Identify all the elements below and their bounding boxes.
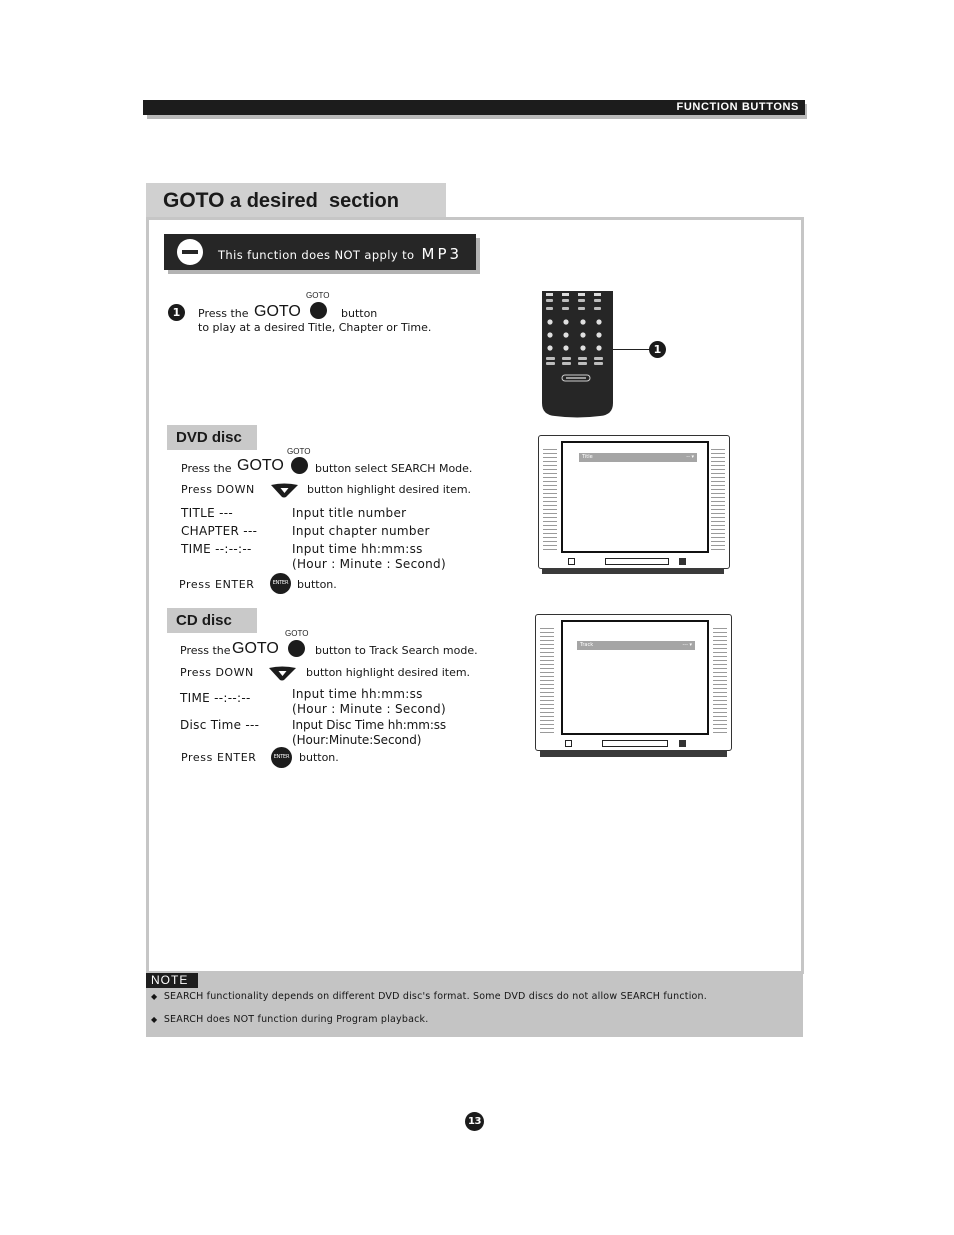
screen-bar-value: --- ▾	[682, 642, 692, 648]
goto-button-caption: GOTO	[306, 291, 330, 300]
cd-press-enter: Press ENTER	[181, 751, 257, 764]
dvd-select-text: button select SEARCH Mode.	[315, 462, 473, 475]
cd-disc-key: Disc Time ---	[180, 718, 260, 732]
cd-disc-value: Input Disc Time hh:mm:ss	[292, 718, 447, 732]
step1-description: to play at a desired Title, Chapter or Time.	[198, 321, 432, 334]
step1-goto-label: GOTO	[254, 303, 301, 320]
cd-tv-illustration	[535, 614, 732, 758]
banner-message: This function does NOT apply to	[218, 248, 415, 262]
cd-disc-note: (Hour:Minute:Second)	[292, 733, 422, 747]
banner-text	[218, 245, 462, 263]
screen-bar-value: -- ▾	[686, 454, 694, 460]
dvd-disc-label: DVD disc	[167, 425, 257, 450]
enter-button-icon: ENTER	[270, 573, 291, 594]
page-number: 13	[465, 1112, 484, 1131]
section-label: FUNCTION BUTTONS	[676, 101, 799, 113]
tv-speaker-left	[540, 628, 554, 734]
dvd-press-down: Press DOWN	[181, 483, 255, 496]
dvd-row-value: Input chapter number	[292, 524, 430, 538]
banner-format: MP3	[421, 245, 463, 263]
cd-time-key: TIME --:--:--	[180, 691, 251, 705]
dvd-row-value: Input title number	[292, 506, 407, 520]
tv-power-indicator	[565, 740, 572, 747]
screen-bar-label: Track	[580, 642, 594, 648]
goto-button-icon	[291, 457, 308, 474]
step1-button-text: button	[341, 307, 378, 320]
cd-time-note: (Hour : Minute : Second)	[292, 702, 446, 716]
dvd-button-suffix: button.	[297, 578, 337, 591]
cd-goto-caption: GOTO	[285, 629, 309, 638]
note-tag: NOTE	[146, 973, 198, 988]
callout-number-circle: 1	[649, 341, 666, 358]
tv-control-panel	[602, 740, 668, 747]
down-arrow-button-icon	[268, 666, 297, 681]
tv-power-indicator	[568, 558, 575, 565]
no-entry-icon	[177, 239, 203, 265]
goto-button-icon	[310, 302, 327, 319]
title-rest: a desired section	[224, 190, 399, 212]
dvd-press-enter: Press ENTER	[179, 578, 255, 591]
header-bar	[143, 100, 805, 115]
tv-speaker-right	[711, 449, 725, 551]
goto-button-icon	[288, 640, 305, 657]
dvd-time-note: (Hour : Minute : Second)	[292, 557, 446, 571]
cd-highlight-text: button highlight desired item.	[306, 666, 471, 679]
dvd-row-key: TITLE ---	[181, 506, 233, 520]
tv-speaker-right	[713, 628, 727, 734]
step-number-circle: 1	[168, 304, 185, 321]
screen-search-bar	[577, 641, 695, 650]
note-line: ◆ SEARCH functionality depends on different DVD disc's format. Some DVD discs do not allow SEARCH function.	[151, 991, 707, 1002]
dvd-goto-label: GOTO	[237, 457, 284, 474]
step1-press-text: Press the	[198, 307, 249, 320]
page-title	[163, 189, 399, 213]
dvd-highlight-text: button highlight desired item.	[307, 483, 472, 496]
cd-select-text: button to Track Search mode.	[315, 644, 478, 657]
tv-sensor	[679, 558, 686, 565]
cd-goto-label: GOTO	[232, 640, 279, 657]
cd-time-value: Input time hh:mm:ss	[292, 687, 423, 701]
tv-sensor	[679, 740, 686, 747]
tv-base	[542, 568, 724, 574]
cd-press-down: Press DOWN	[180, 666, 254, 679]
tv-screen	[561, 620, 709, 735]
down-arrow-button-icon	[270, 483, 299, 498]
page-title-tab	[146, 183, 446, 218]
dvd-press-the: Press the	[181, 462, 232, 475]
remote-control-illustration	[540, 291, 615, 418]
dvd-row-key: CHAPTER ---	[181, 524, 258, 538]
note-box	[146, 971, 803, 1037]
callout-line	[613, 349, 650, 350]
dvd-tv-illustration	[538, 435, 730, 575]
dvd-row-value: Input time hh:mm:ss	[292, 542, 423, 556]
screen-search-bar	[579, 453, 697, 462]
title-goto: GOTO	[163, 189, 225, 212]
cd-press-the: Press the	[180, 644, 231, 657]
mp3-warning-banner	[164, 234, 476, 270]
tv-control-panel	[605, 558, 669, 565]
cd-disc-label: CD disc	[167, 608, 257, 633]
enter-button-icon: ENTER	[271, 747, 292, 768]
tv-base	[540, 750, 727, 757]
dvd-row-key: TIME --:--:--	[181, 542, 252, 556]
note-line: ◆ SEARCH does NOT function during Program playback.	[151, 1014, 429, 1025]
cd-button-suffix: button.	[299, 751, 339, 764]
screen-bar-label: Title	[582, 454, 593, 460]
tv-speaker-left	[543, 449, 557, 551]
dvd-goto-caption: GOTO	[287, 447, 311, 456]
